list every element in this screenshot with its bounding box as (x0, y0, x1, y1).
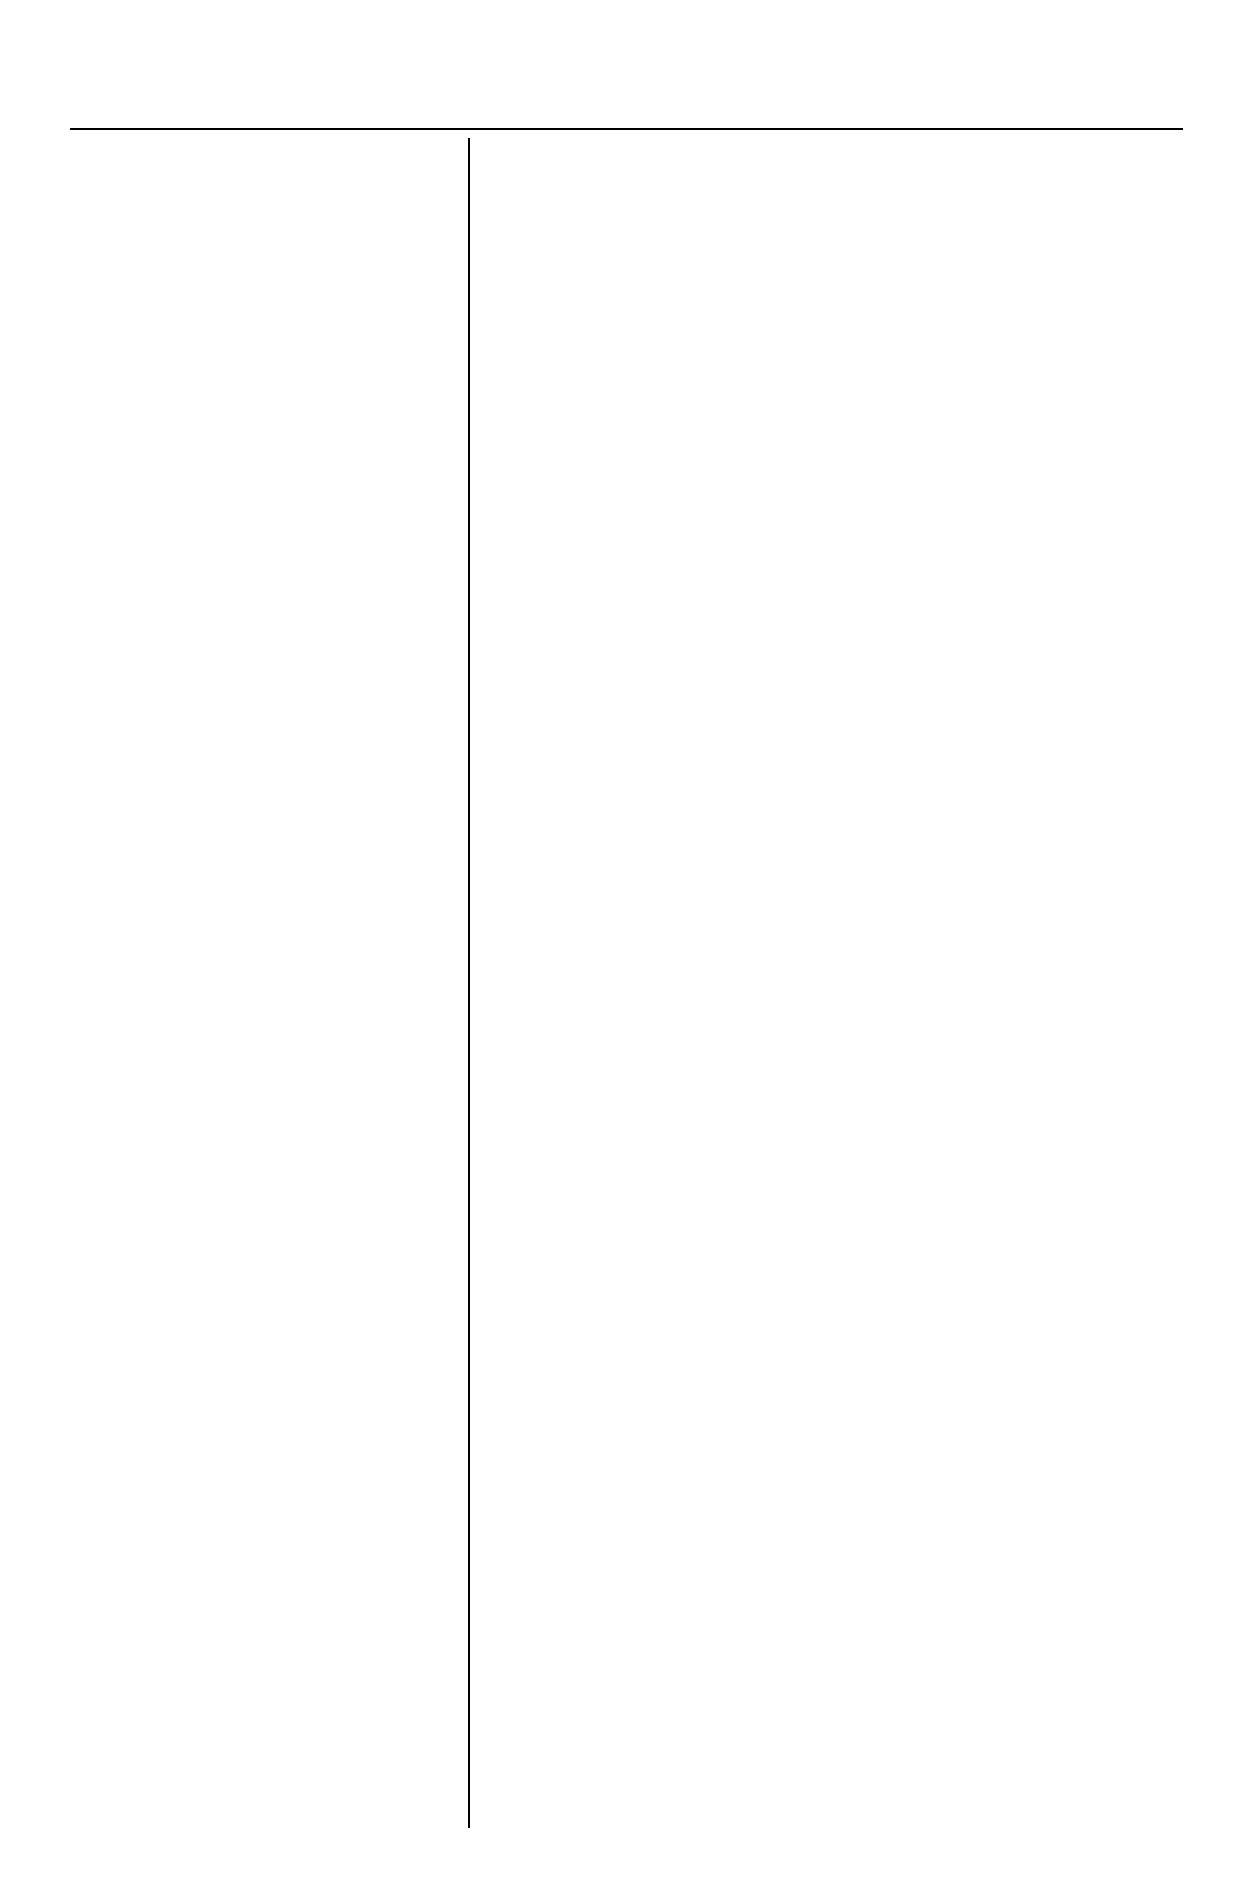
page-header (70, 60, 1183, 130)
main-column (468, 138, 1183, 1828)
translation-column (70, 138, 468, 1828)
text-columns (70, 138, 1183, 1828)
